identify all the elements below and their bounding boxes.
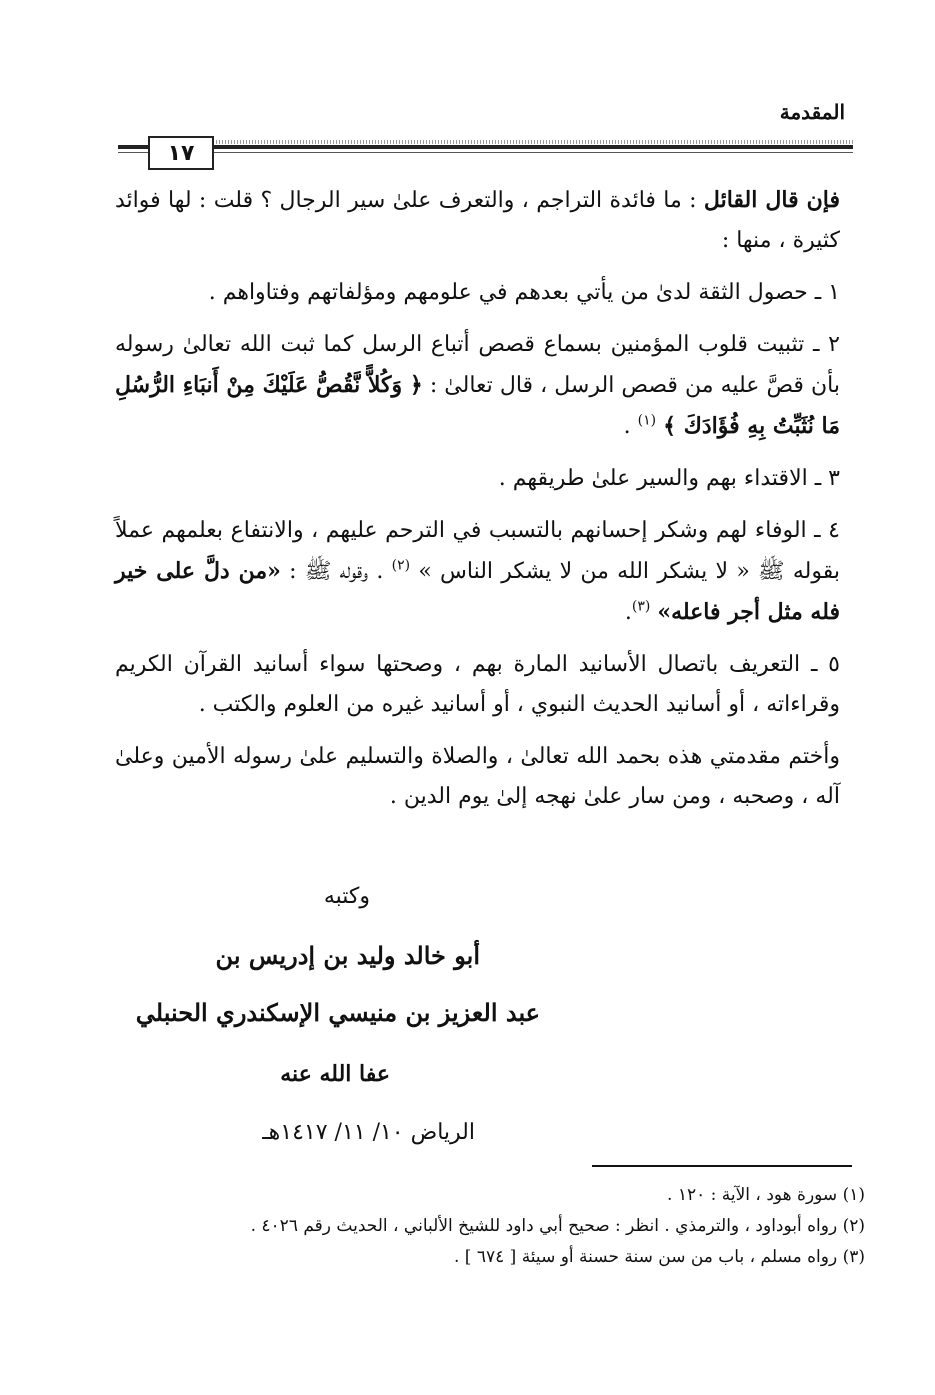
- benefit-2-end: .: [623, 414, 638, 439]
- footnote-ref-1[interactable]: (١): [637, 412, 657, 429]
- benefit-4-mid: . وقوله ﷺ :: [280, 559, 392, 584]
- footnote-3: (٣) رواه مسلم ، باب من سن سنة حسنة أو سيئة [ ٦٧٤ ] .: [454, 1247, 865, 1267]
- paragraph-benefit-3: ٣ ـ الاقتداء بهم والسير علىٰ طريقهم .: [498, 466, 840, 491]
- paragraph-benefit-1: ١ ـ حصول الثقة لدىٰ من يأتي بعدهم في علومهم ومؤلفاتهم وفتاواهم .: [208, 280, 840, 305]
- author-name-line-2: عبد العزيز بن منيسي الإسكندري الحنبلي: [135, 998, 540, 1027]
- paragraph-benefit-5: ٥ ـ التعريف باتصال الأسانيد المارة بهم ، وصحتها سواء أسانيد القرآن الكريم وقراءاته ، أو أسانيد الحديث النبوي ، أو أسانيد غيره من العلوم والكتب .: [115, 652, 840, 717]
- hadith-quote: «من دلَّ على خير فله مثل أجر فاعله»: [115, 558, 840, 625]
- paragraph-intro: [115, 180, 840, 261]
- paragraph-benefit-4: [115, 511, 840, 633]
- footnote-ref-2[interactable]: (٢): [391, 557, 411, 574]
- header-rule: [118, 140, 853, 170]
- footnote-1: (١) سورة هود ، الآية : ١٢٠ .: [667, 1185, 865, 1205]
- signature-pardon: عفا الله عنه: [280, 1061, 390, 1087]
- header-rule-hatch: [198, 140, 853, 144]
- footnotes: [115, 1180, 865, 1273]
- page-number: ١٧: [148, 136, 214, 170]
- footnote-separator: [592, 1165, 852, 1167]
- benefit-2-text: ٢ ـ تثبيت قلوب المؤمنين بسماع قصص أتباع الرسل كما ثبت الله تعالىٰ رسوله بأن قصَّ عليه من قصص الرسل ، قال تعالىٰ :: [115, 332, 840, 398]
- intro-text: : ما فائدة التراجم ، والتعرف علىٰ سير الرجال ؟ قلت : لها فوائد كثيرة ، منها :: [115, 188, 840, 253]
- paragraph-closing: وأختم مقدمتي هذه بحمد الله تعالىٰ ، والصلاة والتسليم علىٰ رسوله الأمين وعلىٰ آله ، وصحبه ، ومن سار علىٰ نهجه إلىٰ يوم الدين .: [115, 744, 840, 809]
- intro-lead: فإن قال القائل: [703, 187, 840, 213]
- quran-quote: ﴿ وَكُلاًّ نَّقُصُّ عَلَيْكَ مِنْ أَنبَاءِ الرُّسُلِ مَا نُثَبِّتُ بِهِ فُؤَادَكَ ﴾: [115, 372, 840, 439]
- signature-wrote: وكتبه: [323, 884, 370, 909]
- footnote-ref-3[interactable]: (٣): [631, 598, 651, 615]
- running-title: المقدمة: [779, 100, 845, 124]
- header-rule-thin: [118, 152, 853, 153]
- signature-place-date: الرياض ١٠/ ١١/ ١٤١٧هـ: [262, 1120, 475, 1145]
- footnote-2: (٢) رواه أبوداود ، والترمذي . انظر : صحيح أبي داود للشيخ الألباني ، الحديث رقم ٤٠٢٦ .: [250, 1216, 865, 1236]
- author-name-line-1: أبو خالد وليد بن إدريس بن: [215, 941, 480, 970]
- header-rule-thick: [118, 145, 853, 149]
- paragraph-benefit-2: [115, 325, 840, 447]
- body-text: [115, 180, 840, 829]
- benefit-4-text: ٤ ـ الوفاء لهم وشكر إحسانهم بالتسبب في الترحم عليهم ، والانتفاع بعلمهم عملاً بقوله ﷺ « لا يشكر الله من لا يشكر الناس »: [115, 518, 840, 584]
- benefit-4-end: .: [624, 600, 632, 625]
